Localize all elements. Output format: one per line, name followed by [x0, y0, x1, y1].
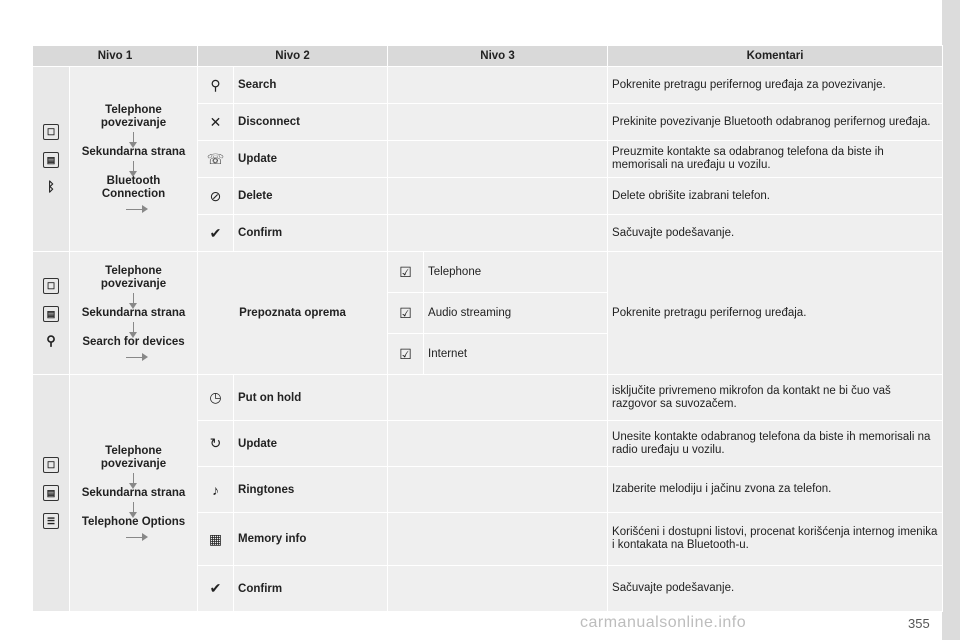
nav-step-search-devices: Search for devices	[82, 335, 185, 348]
item-comment: Unesite kontakte odabranog telefona da biste ih memorisali na radio uređaju u vozilu.	[608, 421, 943, 467]
item-comment: Prekinite povezivanje Bluetooth odabranog perifernog uređaja.	[608, 104, 943, 141]
arrow-down-icon	[133, 161, 134, 173]
page-edge-tab	[942, 0, 960, 640]
item-label: Search	[234, 67, 388, 104]
item-comment: Pokrenite pretragu perifernog uređaja za povezivanje.	[608, 67, 943, 104]
table-row	[33, 375, 943, 421]
item-comment: Sačuvajte podešavanje.	[608, 566, 943, 612]
nav-step-secondary: Sekundarna strana	[81, 486, 186, 499]
checkmark-icon: ✔	[198, 215, 234, 252]
item-label: Prepoznata oprema	[198, 252, 388, 375]
item-comment: Delete obrišite izabrani telefon.	[608, 178, 943, 215]
phone-menu-icon: ☐	[43, 124, 59, 140]
arrow-right-icon	[126, 537, 142, 538]
nav-step-telephone-options: Telephone Options	[81, 515, 186, 528]
checkbox-icon: ☑	[388, 293, 424, 334]
memory-icon: ▦	[198, 513, 234, 566]
arrow-right-icon	[126, 357, 142, 358]
group3-nav	[70, 375, 198, 612]
item-label: Update	[234, 421, 388, 467]
header-row	[33, 46, 943, 67]
bluetooth-icon: ᛒ	[47, 179, 55, 194]
bluetooth-delete-icon: ⊘	[198, 178, 234, 215]
watermark: carmanualsonline.info	[580, 614, 747, 631]
group1-nav	[70, 67, 198, 252]
arrow-down-icon	[133, 293, 134, 305]
group3-icons	[33, 375, 70, 612]
table-row	[33, 252, 943, 293]
secondary-page-icon: ▤	[43, 485, 59, 501]
nav-step-telephone: Telephone povezivanje	[100, 444, 167, 470]
header-level1: Nivo 1	[33, 46, 198, 67]
nav-step-bt-connection: Bluetooth Connection	[101, 175, 166, 200]
checkbox-icon: ☑	[388, 334, 424, 375]
sync-icon: ↻	[198, 421, 234, 467]
checkmark-icon: ✔	[198, 566, 234, 612]
group2-nav	[70, 252, 198, 375]
item-label: Disconnect	[234, 104, 388, 141]
phone-update-icon: ☏	[198, 141, 234, 178]
search-bluetooth-icon: ⚲	[198, 67, 234, 104]
menu-table	[32, 45, 943, 612]
item-comment: isključite privremeno mikrofon da kontakt ne bi čuo vaš razgovor sa suvozačem.	[608, 375, 943, 421]
phone-hold-icon: ◷	[198, 375, 234, 421]
item-label: Memory info	[234, 513, 388, 566]
item-label: Confirm	[234, 215, 388, 252]
header-level3: Nivo 3	[388, 46, 608, 67]
item-comment: Korišćeni i dostupni listovi, procenat korišćenja internog imenika i kontakata na Bluetooth-u.	[608, 513, 943, 566]
arrow-down-icon	[133, 473, 134, 485]
option-telephone: Telephone	[424, 252, 608, 293]
secondary-page-icon: ▤	[43, 306, 59, 322]
nav-step-telephone: Telephone povezivanje	[100, 104, 167, 129]
search-bluetooth-icon: ⚲	[46, 333, 56, 348]
telephone-options-icon: ☰	[43, 513, 59, 529]
item-label: Update	[234, 141, 388, 178]
item-label: Put on hold	[234, 375, 388, 421]
arrow-down-icon	[133, 322, 134, 334]
header-level2: Nivo 2	[198, 46, 388, 67]
nav-step-secondary: Sekundarna strana	[81, 306, 186, 319]
checkbox-icon: ☑	[388, 252, 424, 293]
arrow-down-icon	[133, 502, 134, 514]
item-comment: Izaberite melodiju i jačinu zvona za telefon.	[608, 467, 943, 513]
group1-icons	[33, 67, 70, 252]
item-label: Delete	[234, 178, 388, 215]
table-row	[33, 67, 943, 104]
item-comment: Sačuvajte podešavanje.	[608, 215, 943, 252]
item-label: Confirm	[234, 566, 388, 612]
item-label: Ringtones	[234, 467, 388, 513]
item-comment: Pokrenite pretragu perifernog uređaja.	[608, 252, 943, 375]
header-comments: Komentari	[608, 46, 943, 67]
page-number: 355	[908, 616, 930, 631]
bluetooth-disconnect-icon: ✕	[198, 104, 234, 141]
phone-menu-icon: ☐	[43, 278, 59, 294]
item-comment: Preuzmite kontakte sa odabranog telefona da biste ih memorisali na uređaju u vozilu.	[608, 141, 943, 178]
group2-icons	[33, 252, 70, 375]
option-internet: Internet	[424, 334, 608, 375]
phone-menu-icon: ☐	[43, 457, 59, 473]
arrow-right-icon	[126, 209, 142, 210]
ringtone-icon: ♪	[198, 467, 234, 513]
option-audio-streaming: Audio streaming	[424, 293, 608, 334]
arrow-down-icon	[133, 132, 134, 144]
nav-step-telephone: Telephone povezivanje	[100, 264, 167, 290]
secondary-page-icon: ▤	[43, 152, 59, 168]
nav-step-secondary: Sekundarna strana	[81, 146, 186, 158]
